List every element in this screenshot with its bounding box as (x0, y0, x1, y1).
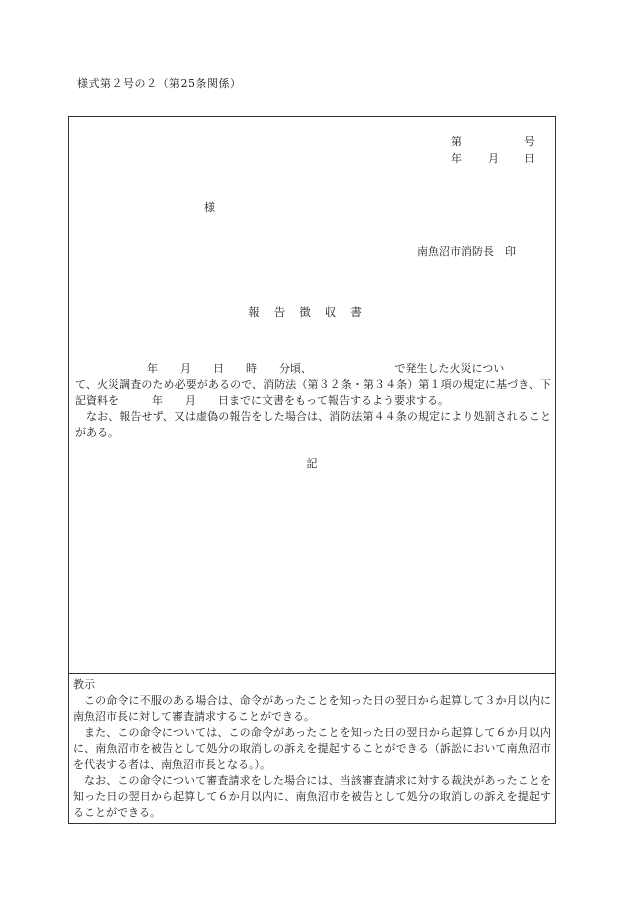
notice-section (73, 677, 551, 821)
report-form-frame (68, 116, 556, 824)
date-day: 日 (524, 152, 535, 165)
notice-paragraph-2: また、この命令については、この命令があったことを知った日の翌日から起算して６か月以内に、南魚沼市を被告として処分の取消しの訴えを提起することができる（訴訟において南魚沼市を代表する者は、南魚沼市長となる。）。 (73, 726, 551, 771)
notice-paragraph-3: なお、この命令について審査請求をした場合には、当該審査請求に対する裁決があったことを知った日の翌日から起算して６か月以内に、南魚沼市を被告として処分の取消しの訴えを提起することができる。 (73, 774, 551, 819)
document-title: 報告徴収書 (248, 305, 376, 319)
body-line-1: 年 月 日 時 分頃、 で発生した火災につい (147, 362, 505, 375)
issuer-signature: 南魚沼市消防長 印 (417, 245, 516, 258)
notice-paragraph-1: この命令に不服のある場合は、命令があったことを知った日の翌日から起算して３か月以内に南魚沼市長に対して審査請求することができる。 (73, 694, 551, 723)
form-number-label: 様式第２号の２（第25条関係） (77, 77, 242, 90)
body-line-3: なお、報告せず、又は虚偽の報告をした場合は、消防法第４４条の規定により処罰されることがある。 (75, 410, 551, 439)
ki-heading: 記 (306, 457, 318, 470)
number-go: 号 (524, 135, 535, 148)
date-month: 月 (488, 152, 499, 165)
addressee: 様 (204, 201, 215, 214)
number-dai: 第 (451, 135, 462, 148)
date-year: 年 (451, 152, 462, 165)
document-body (75, 361, 551, 441)
section-divider (69, 673, 555, 674)
notice-heading: 教示 (73, 678, 95, 691)
body-line-2: て、火災調査のため必要があるので、消防法（第３２条・第３４条）第１項の規定に基づき、下記資料を 年 月 日までに文書をもって報告するよう要求する。 (75, 378, 551, 407)
